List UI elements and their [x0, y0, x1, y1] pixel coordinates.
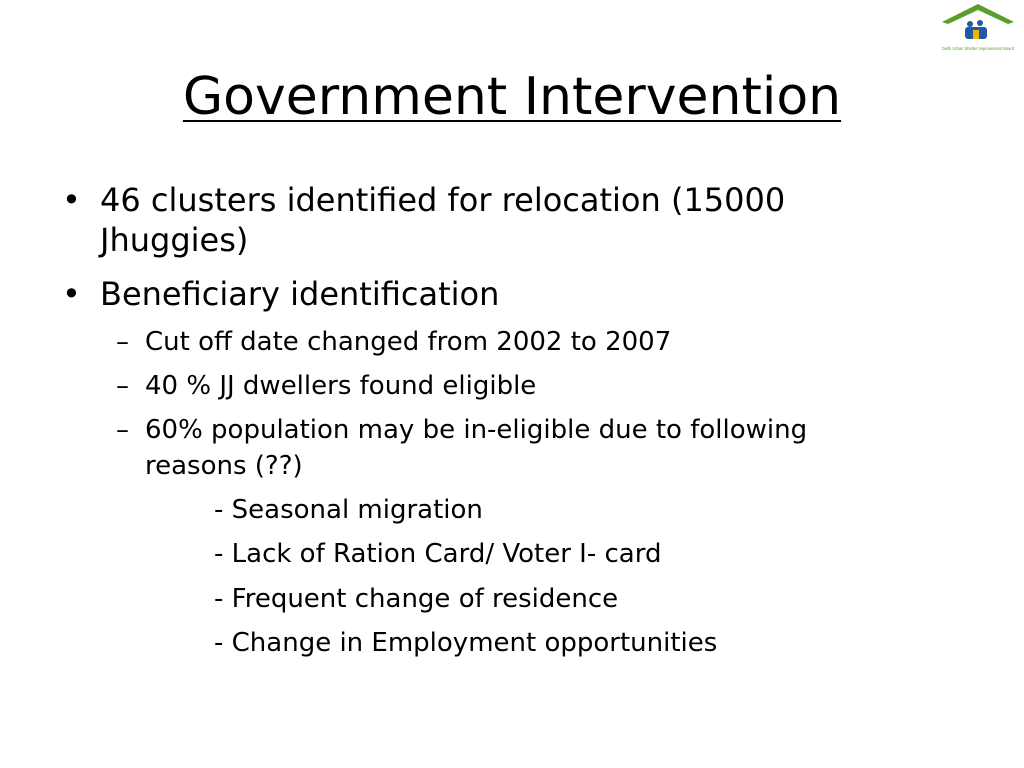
sub-item-text: 40 % JJ dwellers found eligible	[145, 371, 537, 401]
sub-item-text: 60% population may be in-eligible due to following	[145, 415, 808, 445]
reason-item-residence-change: - Frequent change of residence	[214, 584, 619, 614]
dash-icon: –	[116, 415, 129, 445]
sub-item-text: Cut off date changed from 2002 to 2007	[145, 327, 672, 357]
dash-icon: –	[116, 371, 129, 401]
reason-item-seasonal-migration: - Seasonal migration	[214, 495, 483, 525]
reason-item-ration-card: - Lack of Ration Card/ Voter I- card	[214, 539, 662, 569]
sub-item-text: reasons (??)	[145, 451, 303, 481]
bullet-text: 46 clusters identified for relocation (15000	[100, 181, 786, 219]
bullet-icon: •	[62, 181, 81, 219]
slide-title: Government Intervention	[182, 67, 842, 127]
logo-caption: Delhi Urban Shelter Improvement Board	[942, 46, 1015, 51]
bullet-icon: •	[62, 275, 81, 313]
dash-icon: –	[116, 327, 129, 357]
bullet-text: Jhuggies)	[100, 221, 249, 259]
bullet-text: Beneficiary identification	[100, 275, 500, 313]
reason-item-employment: - Change in Employment opportunities	[214, 628, 718, 658]
